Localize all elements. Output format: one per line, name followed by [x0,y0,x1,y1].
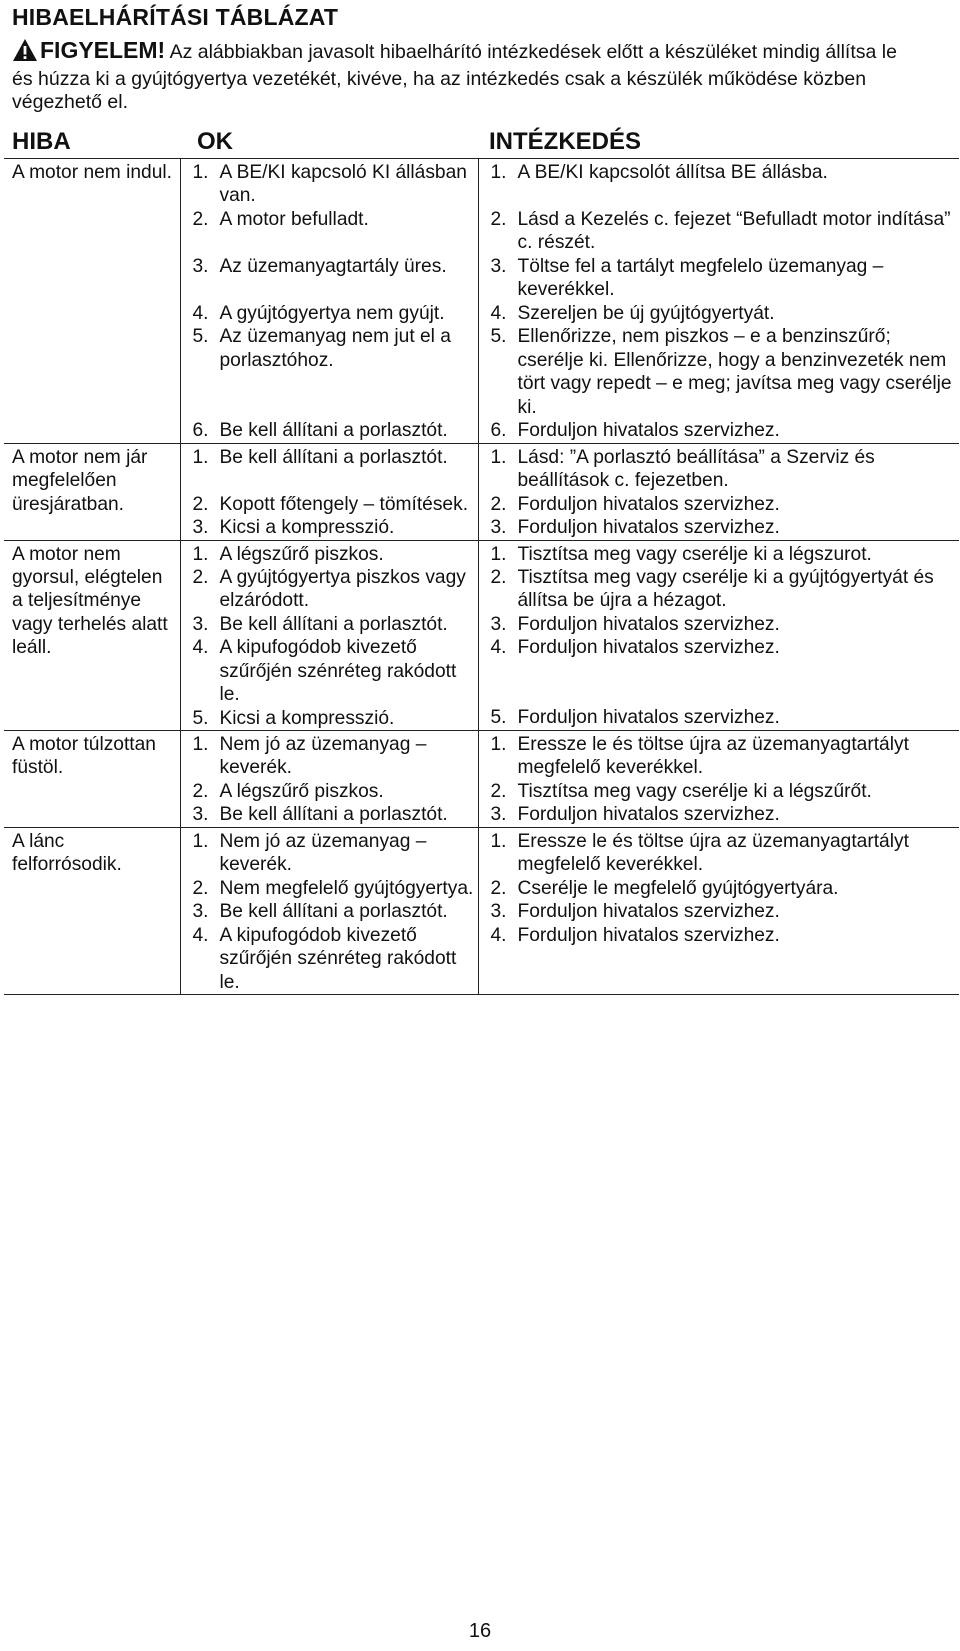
action-list-item [491,493,958,516]
action-list-item [491,516,958,539]
item-number: 5. [490,326,507,348]
warning-triangle-icon [12,38,38,68]
action-cell [478,540,959,730]
action-text: Forduljon hivatalos szervizhez. [517,637,780,659]
action-list [491,161,958,443]
warning-label: FIGYELEM! [40,37,166,63]
item-number: 4. [490,637,507,659]
cause-text: Kicsi a kompresszió. [219,707,395,729]
item-number: 4. [490,924,507,946]
item-number: 2. [192,781,209,803]
page-number: 16 [468,1620,492,1642]
cause-list-item [193,419,474,442]
cause-text: A BE/KI kapcsoló KI állásban van. [219,162,467,207]
action-text: Forduljon hivatalos szervizhez. [517,517,780,539]
action-text: Forduljon hivatalos szervizhez. [517,493,780,515]
warning-text: Az alábbiakban javasolt hibaelhárító intézkedések előtt a készüléket mindig állítsa le és húzza ki a gyújtógyertya vezetékét, kivéve, ha az intézkedés csak a készülék működése közben végezhető el. [12,41,897,113]
item-number: 1. [192,734,209,756]
cause-text: Nem megfelelő gyújtógyertya. [219,877,474,899]
cause-text: A kipufogódob kivezető szűrőjén szénréteg rakódott le. [219,924,457,993]
item-number: 1. [192,162,209,183]
column-header-ok: OK [197,128,233,155]
action-list-item [491,161,958,208]
item-number: 2. [490,877,507,899]
cause-text: A légszűrő piszkos. [219,781,384,803]
item-number: 2. [490,781,507,803]
action-cell [478,159,959,444]
cause-list-item [193,733,474,780]
action-list-item [491,419,958,442]
action-list-item [491,900,958,923]
item-number: 4. [192,303,209,324]
cause-text: Az üzemanyagtartály üres. [219,256,447,277]
item-number: 2. [490,209,507,230]
action-text: Tisztítsa meg vagy cserélje ki a légszurot. [517,543,872,565]
action-list [491,543,958,730]
action-cell [478,443,959,540]
item-number: 3. [490,804,507,826]
item-number: 5. [490,707,507,729]
cause-list-item [193,325,474,419]
trouble-row [4,443,959,540]
action-list-item [491,803,958,826]
problem-cell: A motor nem indul. [4,159,180,444]
cause-cell [180,827,478,994]
cause-list-item [193,877,474,900]
cause-text: Az üzemanyag nem jut el a porlasztóhoz. [219,326,451,371]
action-text: Ellenőrizze, nem piszkos – e a benzinszűrő; cserélje ki. Ellenőrizze, hogy a benzinvezeték nem tört vagy repedt – e meg; javítsa meg vagy cserélje ki. [517,326,952,418]
action-cell [478,827,959,994]
item-number: 4. [490,303,507,324]
item-number: 2. [192,209,209,230]
item-number: 1. [490,162,507,183]
problem-cell: A lánc felforrósodik. [4,827,180,994]
cause-text: Kicsi a kompresszió. [219,517,395,539]
action-list-item [491,733,958,780]
problem-cell: A motor túlzottan füstöl. [4,731,180,828]
action-list-item [491,208,958,255]
problem-cell: A motor nem jár megfelelően üresjáratban. [4,443,180,540]
action-list-item [491,636,958,706]
cause-list [193,543,474,730]
action-list-item [491,924,958,994]
item-number: 2. [192,877,209,899]
item-number: 5. [192,707,209,729]
cause-text: Be kell állítani a porlasztót. [219,901,448,923]
item-number: 5. [192,326,209,348]
action-text: Forduljon hivatalos szervizhez. [517,901,780,923]
action-text: Eressze le és töltse újra az üzemanyagtartályt megfelelő keverékkel. [517,734,909,779]
cause-list-item [193,613,474,636]
action-list-item [491,543,958,566]
item-number: 3. [192,614,209,636]
cause-text: Be kell állítani a porlasztót. [219,420,448,442]
action-text: Tisztítsa meg vagy cserélje ki a gyújtógyertyát és állítsa be újra a hézagot. [517,567,934,612]
cause-list-item [193,803,474,826]
action-cell [478,731,959,828]
item-number: 6. [192,420,209,442]
trouble-row [4,159,959,444]
cause-list-item [193,161,474,208]
action-text: Forduljon hivatalos szervizhez. [517,420,780,442]
cause-list [193,830,474,994]
cause-text: A gyújtógyertya piszkos vagy elzáródott. [219,567,466,612]
action-list-item [491,566,958,613]
item-number: 3. [490,614,507,636]
item-number: 3. [490,517,507,539]
item-number: 3. [192,256,209,277]
action-text: Lásd: ”A porlasztó beállítása” a Szerviz és beállítások c. fejezetben. [517,446,875,492]
cause-list-item [193,446,474,493]
cause-text: Nem jó az üzemanyag – keverék. [219,734,427,779]
warning-notice [12,38,917,114]
troubleshooting-table [4,158,959,995]
item-number: 2. [192,567,209,589]
action-list-item [491,613,958,636]
cause-list-item [193,255,474,302]
action-text: Forduljon hivatalos szervizhez. [517,707,780,729]
item-number: 2. [490,493,507,515]
cause-list-item [193,493,474,516]
action-text: Szereljen be új gyújtógyertyát. [517,303,775,324]
item-number: 3. [490,901,507,923]
cause-list-item [193,208,474,255]
cause-text: Be kell állítani a porlasztót. [219,446,448,468]
cause-list-item [193,900,474,923]
cause-text: Nem jó az üzemanyag – keverék. [219,830,427,876]
item-number: 4. [192,637,209,659]
item-number: 6. [490,420,507,442]
cause-list-item [193,924,474,994]
item-number: 1. [192,830,209,852]
action-text: Töltse fel a tartályt megfelelo üzemanyag – keverékkel. [517,256,884,301]
action-list-item [491,830,958,877]
action-text: Eressze le és töltse újra az üzemanyagtartályt megfelelő keverékkel. [517,830,909,876]
item-number: 1. [490,734,507,756]
cause-list-item [193,830,474,877]
cause-text: Kopott főtengely – tömítések. [219,493,469,515]
item-number: 2. [192,493,209,515]
cause-text: A légszűrő piszkos. [219,543,384,565]
cause-text: A gyújtógyertya nem gyújt. [219,303,445,324]
cause-list [193,733,474,827]
column-header-intezkedes: INTÉZKEDÉS [489,128,642,155]
cause-list-item [193,636,474,706]
action-text: Tisztítsa meg vagy cserélje ki a légszűrőt. [517,781,872,803]
action-text: Lásd a Kezelés c. fejezet “Befulladt motor indítása” c. részét. [517,209,951,254]
cause-list-item [193,780,474,803]
cause-list-item [193,302,474,325]
item-number: 1. [490,543,507,565]
page-title: HIBAELHÁRÍTÁSI TÁBLÁZAT [12,4,339,30]
cause-list [193,161,474,443]
action-list-item [491,255,958,302]
troubleshooting-table-body [4,159,959,995]
action-text: Forduljon hivatalos szervizhez. [517,804,780,826]
action-text: Forduljon hivatalos szervizhez. [517,614,780,636]
action-list-item [491,877,958,900]
cause-list-item [193,516,474,539]
action-list [491,733,958,827]
item-number: 3. [490,256,507,277]
trouble-row [4,540,959,730]
trouble-row [4,731,959,828]
cause-cell [180,159,478,444]
item-number: 1. [192,543,209,565]
action-list-item [491,706,958,729]
cause-list-item [193,707,474,730]
cause-text: A motor befulladt. [219,209,369,230]
action-list-item [491,325,958,419]
item-number: 2. [490,567,507,589]
action-list-item [491,446,958,493]
action-text: Cserélje le megfelelő gyújtógyertyára. [517,877,839,899]
item-number: 1. [192,446,209,468]
item-number: 4. [192,924,209,946]
column-header-hiba: HIBA [12,128,71,155]
trouble-row [4,827,959,994]
action-text: A BE/KI kapcsolót állítsa BE állásba. [517,162,828,183]
action-list-item [491,302,958,325]
cause-list-item [193,543,474,566]
action-list [491,830,958,994]
cause-text: A kipufogódob kivezető szűrőjén szénréteg rakódott le. [219,637,457,706]
problem-cell: A motor nem gyorsul, elégtelen a teljesítménye vagy terhelés alatt leáll. [4,540,180,730]
cause-text: Be kell állítani a porlasztót. [219,614,448,636]
cause-list [193,446,474,540]
cause-cell [180,731,478,828]
cause-text: Be kell állítani a porlasztót. [219,804,448,826]
item-number: 1. [490,446,507,468]
action-list-item [491,780,958,803]
cause-cell [180,540,478,730]
action-text: Forduljon hivatalos szervizhez. [517,924,780,946]
item-number: 3. [192,804,209,826]
item-number: 1. [490,830,507,852]
cause-cell [180,443,478,540]
action-list [491,446,958,540]
item-number: 3. [192,901,209,923]
item-number: 3. [192,517,209,539]
cause-list-item [193,566,474,613]
